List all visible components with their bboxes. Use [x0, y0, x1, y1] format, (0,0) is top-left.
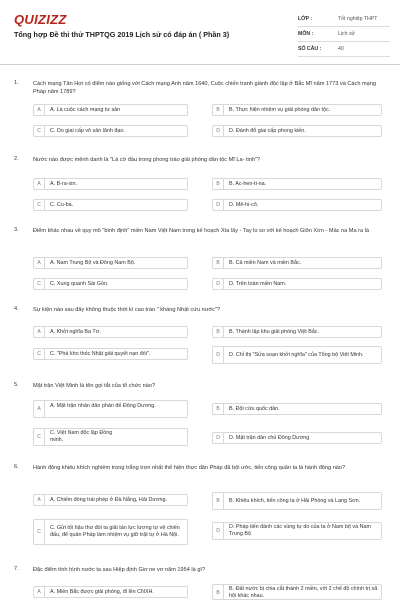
question-text: Đặc điểm tình hình nước ta sau Hiệp định Giơ ne vơ năm 1954 là gì?: [33, 567, 206, 573]
option-letter: A: [34, 495, 45, 505]
option-letter: A: [34, 258, 45, 268]
meta-value: Lịch sử: [338, 31, 356, 37]
option-b[interactable]: [212, 178, 382, 190]
option-text: A. Mặt trận nhân dân phản đế Đông Dương.: [50, 403, 156, 409]
option-text: C. Việt Nam độc lập Đồng minh.: [50, 430, 113, 443]
option-a[interactable]: [33, 178, 188, 190]
option-d[interactable]: [212, 278, 382, 290]
option-letter: A: [34, 401, 45, 417]
option-text: C. Do giai cấp vô sản lãnh đạo.: [50, 127, 125, 134]
question-text: Mặt trận Việt Minh là tên gọi tắt của tổ chức nào?: [33, 383, 156, 389]
option-text: D. Trên toàn miền Nam.: [229, 280, 287, 287]
option-c[interactable]: [33, 519, 188, 545]
option-c[interactable]: [33, 278, 188, 290]
option-letter: B: [213, 327, 224, 337]
question-number: 3.: [14, 227, 19, 233]
header: [0, 0, 400, 66]
meta-label: SỐ CÂU :: [298, 46, 322, 52]
option-b[interactable]: [212, 104, 382, 116]
option-letter: A: [34, 327, 45, 337]
question-text: Hành động khiêu khích nghiêm trọng trắng trợn nhất thể hiện thực dân Pháp đã bội ước, tiến công quân ta là hành động nào?: [33, 465, 346, 471]
option-text: B. Ac-hen-ti-na.: [229, 180, 267, 187]
worksheet-title: Tổng hợp Đề thi thử THPTQG 2019 Lịch sử có đáp án ( Phần 3): [14, 30, 230, 39]
quizizz-logo: QUIZIZZ: [14, 12, 67, 27]
option-text: B. Đất nước bị chia cắt thành 2 miền, với 2 chế độ chính trị xã hội khác nhau.: [229, 586, 378, 599]
header-divider: [0, 64, 400, 65]
option-letter: C: [34, 520, 45, 544]
option-letter: D: [213, 433, 224, 443]
option-b[interactable]: [212, 257, 382, 269]
option-c[interactable]: [33, 428, 188, 446]
question-number: 6.: [14, 464, 19, 470]
option-b[interactable]: [212, 584, 382, 600]
option-letter: A: [34, 587, 45, 597]
option-text: B. Thành lập khu giải phóng Việt Bắc.: [229, 328, 320, 335]
meta-table: [298, 12, 390, 57]
option-text: A. Chiếm đóng trái phép ở Đà Nẵng, Hải Dương.: [50, 496, 168, 503]
meta-row-subject: [298, 27, 390, 42]
option-d[interactable]: [212, 522, 382, 540]
option-d[interactable]: [212, 346, 382, 364]
option-text: C. Xung quanh Sài Gòn.: [50, 280, 109, 287]
option-b[interactable]: [212, 492, 382, 510]
option-letter: B: [213, 404, 224, 414]
option-letter: A: [34, 105, 45, 115]
option-text: C. "Phá kho thóc Nhật giải quyết nạn đói".: [50, 350, 151, 357]
option-letter: B: [213, 585, 224, 600]
option-text: B. Thực hiện nhiệm vụ giải phóng dân tộc.: [229, 106, 331, 113]
option-text: B. Khiêu khích, tiến công ta ở Hải Phòng và Lạng Sơn.: [229, 497, 361, 504]
option-a[interactable]: [33, 400, 188, 418]
option-text: D. Chỉ thị "Sửa soạn khởi nghĩa" của Tổng bộ Việt Minh.: [229, 351, 364, 358]
option-letter: D: [213, 126, 224, 136]
option-d[interactable]: [212, 125, 382, 137]
option-text: B. Cả miền Nam và miền Bắc.: [229, 259, 302, 266]
option-a[interactable]: [33, 104, 188, 116]
meta-label: MÔN :: [298, 31, 314, 37]
option-text: B. Đội cứu quốc dân.: [229, 405, 280, 412]
question-text: Cách mạng Tân Hợi có điểm nào giống với Cách mạng Anh năm 1640, Cuộc chiến tranh giành độc lập ở Bắc Mĩ năm 1773 và Cách mạng Pháp năm 1789?: [33, 81, 376, 95]
option-d[interactable]: [212, 199, 382, 211]
option-letter: C: [34, 429, 45, 445]
question-block: [14, 382, 386, 452]
option-letter: D: [213, 200, 224, 210]
option-text: A. Là cuộc cách mạng tư sản: [50, 106, 121, 113]
question-block: [14, 464, 386, 556]
question-text: Nước nào được mệnh danh là "Lá cờ đầu trong phong trào giải phóng dân tộc Mĩ La- tinh"?: [33, 157, 261, 163]
option-letter: A: [34, 179, 45, 189]
option-text: D. Mê-hi-cô.: [229, 201, 259, 208]
question-number: 7.: [14, 566, 19, 572]
question-block: [14, 306, 386, 371]
option-letter: B: [213, 105, 224, 115]
option-a[interactable]: [33, 586, 188, 598]
question-block: [14, 80, 386, 145]
option-letter: C: [34, 126, 45, 136]
option-b[interactable]: [212, 403, 382, 415]
question-number: 5.: [14, 382, 19, 388]
option-text: A. Khởi nghĩa Ba Tơ.: [50, 328, 101, 335]
option-letter: B: [213, 179, 224, 189]
option-letter: D: [213, 279, 224, 289]
question-number: 2.: [14, 156, 19, 162]
option-b[interactable]: [212, 326, 382, 338]
option-c[interactable]: [33, 348, 188, 360]
option-letter: D: [213, 523, 224, 539]
option-letter: C: [34, 349, 45, 359]
option-text: A. Nam Trung Bộ và Đông Nam Bộ.: [50, 259, 136, 266]
meta-row-class: [298, 12, 390, 27]
option-text: A. B-ra-xin.: [50, 180, 77, 187]
option-text: A. Miền Bắc được giải phóng, đi lên CNXH.: [50, 588, 154, 595]
question-block: [14, 566, 386, 600]
option-d[interactable]: [212, 432, 382, 444]
option-a[interactable]: [33, 494, 188, 506]
option-text: D. Mặt trận dân chủ Đông Dương: [229, 434, 310, 441]
question-block: [14, 227, 386, 292]
option-text: D. Đánh đổ giai cấp phong kiến.: [229, 127, 306, 134]
question-block: [14, 156, 386, 216]
option-c[interactable]: [33, 199, 188, 211]
option-a[interactable]: [33, 326, 188, 338]
question-text: Sự kiện nào sau đây không thuộc thời kì cao trào " kháng Nhật cứu nước"?: [33, 307, 221, 313]
option-letter: C: [34, 200, 45, 210]
meta-value: 40: [338, 46, 344, 52]
option-text: C. Cu-ba.: [50, 201, 74, 208]
meta-row-count: [298, 42, 390, 57]
option-a[interactable]: [33, 257, 188, 269]
option-text: D. Pháp tiến đánh các vùng tự do của ta ở Nam bộ và Nam Trung Bộ: [229, 524, 371, 537]
option-text: C. Gửi tối hậu thư đòi ta giải tán lực lượng tự vệ chiến đấu, để quân Pháp làm nhiệm vụ giữ trật tự ở Hà Nội.: [50, 525, 180, 538]
option-letter: D: [213, 347, 224, 363]
meta-label: LỚP :: [298, 16, 313, 22]
option-letter: C: [34, 279, 45, 289]
option-letter: B: [213, 493, 224, 509]
question-text: Điểm khác nhau về quy mô "bình định" miền Nam Việt Nam trong kế hoạch Xta lây - Tay lo so với kế hoạch Giôn Xơn - Mác na Ma ra là: [33, 228, 370, 234]
option-c[interactable]: [33, 125, 188, 137]
option-letter: B: [213, 258, 224, 268]
question-number: 1.: [14, 80, 19, 86]
question-number: 4.: [14, 306, 19, 312]
meta-value: Tốt nghiệp THPT: [338, 16, 378, 22]
